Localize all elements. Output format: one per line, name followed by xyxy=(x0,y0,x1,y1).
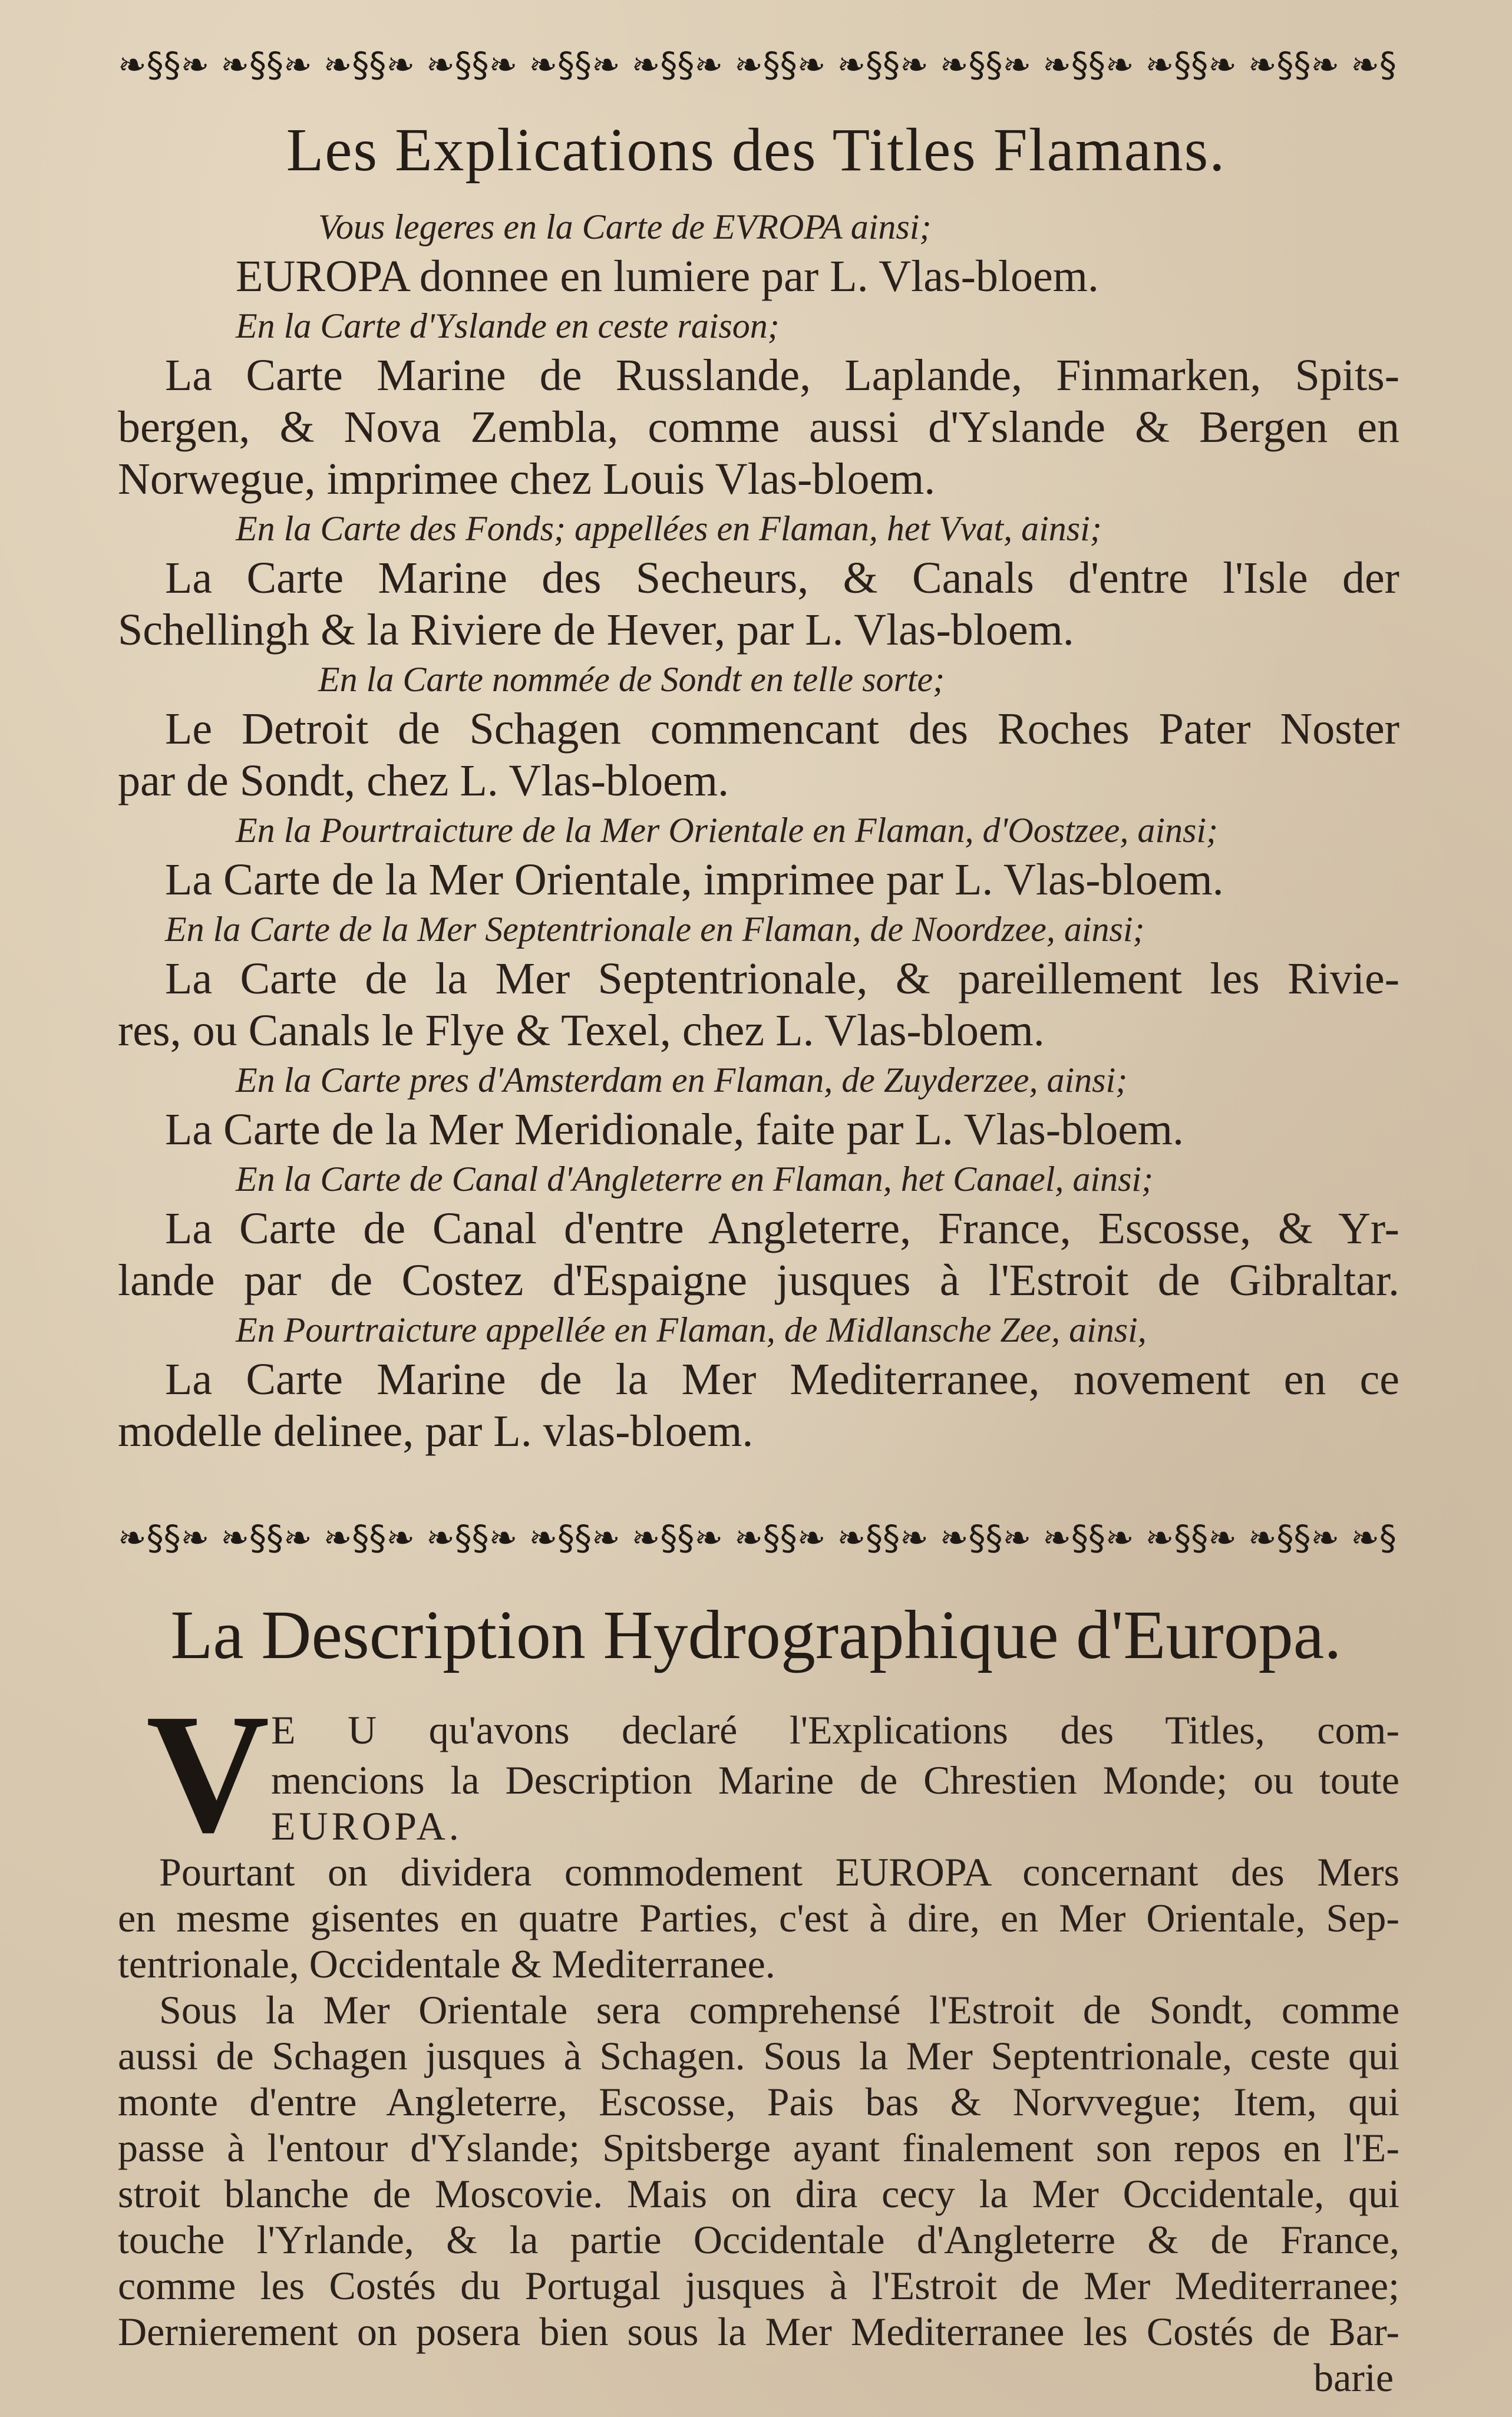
fleuron-ornament: ❧§§❧ xyxy=(734,1518,826,1558)
opening-paragraph xyxy=(118,1679,1399,1868)
paragraph-line: Sous la Mer Orientale sera comprehensé l'Estroit de Sondt, comme xyxy=(159,1987,1399,2032)
fleuron-ornament: ❧§§❧ xyxy=(426,1518,518,1558)
fleuron-ornament: ❧§§❧ xyxy=(323,1518,415,1558)
italic-caption-line: En la Pourtraicture de la Mer Orientale en Flaman, d'Oostzee, ainsi; xyxy=(236,811,1219,850)
fleuron-ornament: ❧§§❧ xyxy=(1145,1518,1237,1558)
explications-text-block xyxy=(118,203,1399,1457)
paragraph-line: Pourtant on dividera commodement EUROPA concernant des Mers xyxy=(159,1850,1399,1894)
fleuron-ornament: ❧§ xyxy=(1351,45,1397,85)
italic-caption-line: En la Carte des Fonds; appellées en Flaman, het Vvat, ainsi; xyxy=(236,509,1102,548)
fleuron-ornament: ❧§§❧ xyxy=(220,45,312,85)
opening-line: mencions la Description Marine de Chrestien Monde; ou toute xyxy=(271,1758,1399,1802)
italic-caption-line: En la Carte pres d'Amsterdam en Flaman, de Zuyderzee, ainsi; xyxy=(236,1061,1128,1099)
paragraph-line: tentrionale, Occidentale & Mediterranee. xyxy=(118,1941,775,1986)
top-ornament-border xyxy=(118,35,1397,94)
fleuron-ornament: ❧§§❧ xyxy=(939,1518,1032,1558)
title-text-line: Le Detroit de Schagen commencant des Roches Pater Noster xyxy=(165,704,1399,754)
drop-cap-letter: V xyxy=(146,1679,270,1868)
fleuron-ornament: ❧§§❧ xyxy=(529,1518,620,1558)
title-text-line: modelle delinee, par L. vlas-bloem. xyxy=(118,1406,754,1456)
title-text-line: La Carte de la Mer Septentrionale, & pareillement les Rivie- xyxy=(165,954,1399,1003)
title-text-line: res, ou Canals le Flye & Texel, chez L. Vlas-bloem. xyxy=(118,1006,1045,1055)
title-text-line: La Carte Marine de Russlande, Laplande, Finmarken, Spits- xyxy=(165,351,1399,400)
title-text-line: La Carte Marine de la Mer Mediterranee, novement en ce xyxy=(165,1355,1399,1404)
fleuron-ornament: ❧§§❧ xyxy=(118,45,210,85)
opening-line: E U qu'avons declaré l'Explications des Titles, com- xyxy=(271,1708,1399,1752)
fleuron-ornament: ❧§§❧ xyxy=(1042,1518,1134,1558)
fleuron-ornament: ❧§§❧ xyxy=(734,45,826,85)
italic-caption-line: En la Carte nommée de Sondt en telle sorte; xyxy=(318,660,945,699)
title-text-line: La Carte de Canal d'entre Angleterre, France, Escosse, & Yr- xyxy=(165,1204,1399,1253)
title-text-line: Norwegue, imprimee chez Louis Vlas-bloem. xyxy=(118,454,936,504)
fleuron-ornament: ❧§§❧ xyxy=(118,1518,210,1558)
fleuron-ornament: ❧§§❧ xyxy=(323,45,415,85)
fleuron-ornament: ❧§§❧ xyxy=(837,1518,929,1558)
fleuron-ornament: ❧§§❧ xyxy=(939,45,1032,85)
fleuron-ornament: ❧§§❧ xyxy=(837,45,929,85)
paragraph-line: aussi de Schagen jusques à Schagen. Sous la Mer Septentrionale, ceste qui xyxy=(118,2033,1399,2078)
italic-caption-line: En la Carte d'Yslande en ceste raison; xyxy=(236,306,780,345)
title-text-line: La Carte de la Mer Meridionale, faite par L. Vlas-bloem. xyxy=(165,1105,1184,1154)
italic-caption-line: En Pourtraicture appellée en Flaman, de Midlansche Zee, ainsi, xyxy=(236,1310,1147,1349)
paragraph-line: stroit blanche de Moscovie. Mais on dira cecy la Mer Occidentale, qui xyxy=(118,2171,1399,2216)
description-paragraphs xyxy=(118,1849,1399,2355)
fleuron-ornament: ❧§ xyxy=(1351,1518,1397,1558)
description-text-block xyxy=(118,1679,1399,2401)
paragraph-line: monte d'entre Angleterre, Escosse, Pais bas & Norvvegue; Item, qui xyxy=(118,2079,1399,2124)
description-title: La Description Hydrographique d'Europa. xyxy=(170,1596,1342,1673)
fleuron-ornament: ❧§§❧ xyxy=(1247,45,1340,85)
title-text-line: La Carte Marine des Secheurs, & Canals d'entre l'Isle der xyxy=(165,553,1399,603)
fleuron-ornament: ❧§§❧ xyxy=(1042,45,1134,85)
italic-caption-line: En la Carte de Canal d'Angleterre en Flaman, het Canael, ainsi; xyxy=(236,1160,1154,1198)
fleuron-ornament: ❧§§❧ xyxy=(529,45,620,85)
fleuron-ornament: ❧§§❧ xyxy=(426,45,518,85)
paragraph-line: passe à l'entour d'Yslande; Spitsberge ayant finalement son repos en l'E- xyxy=(118,2125,1399,2170)
title-text-line: par de Sondt, chez L. Vlas-bloem. xyxy=(118,756,729,805)
fleuron-ornament: ❧§§❧ xyxy=(631,45,723,85)
fleuron-ornament: ❧§§❧ xyxy=(1145,45,1237,85)
title-text-line: bergen, & Nova Zembla, comme aussi d'Yslande & Bergen en xyxy=(118,402,1399,452)
paragraph-line: comme les Costés du Portugal jusques à l'Estroit de Mer Mediterranee; xyxy=(118,2263,1399,2308)
fleuron-ornament: ❧§§❧ xyxy=(1247,1518,1340,1558)
italic-caption-line: En la Carte de la Mer Septentrionale en Flaman, de Noordzee, ainsi; xyxy=(165,910,1145,949)
title-text-line: La Carte de la Mer Orientale, imprimee par L. Vlas-bloem. xyxy=(165,855,1224,904)
explications-title: Les Explications des Titles Flamans. xyxy=(286,116,1226,184)
title-text-line: Schellingh & la Riviere de Hever, par L. Vlas-bloem. xyxy=(118,605,1074,655)
paragraph-line: touche l'Yrlande, & la partie Occidentale d'Angleterre & de France, xyxy=(118,2217,1399,2262)
fleuron-ornament: ❧§§❧ xyxy=(220,1518,312,1558)
fleuron-ornament: ❧§§❧ xyxy=(631,1518,723,1558)
paragraph-line: Dernierement on posera bien sous la Mer Mediterranee les Costés de Bar- xyxy=(118,2309,1399,2354)
paragraph-line: en mesme gisentes en quatre Parties, c'est à dire, en Mer Orientale, Sep- xyxy=(118,1896,1399,1940)
title-text-line: EUROPA donnee en lumiere par L. Vlas-bloem. xyxy=(236,252,1099,301)
title-text-line: lande par de Costez d'Espaigne jusques à l'Estroit de Gibraltar. xyxy=(118,1256,1399,1305)
opening-line: EUROPA. xyxy=(271,1804,463,1848)
catchword: barie xyxy=(1313,2355,1394,2400)
italic-caption-line: Vous legeres en la Carte de EVROPA ainsi; xyxy=(318,207,932,246)
middle-ornament-border xyxy=(118,1508,1397,1567)
